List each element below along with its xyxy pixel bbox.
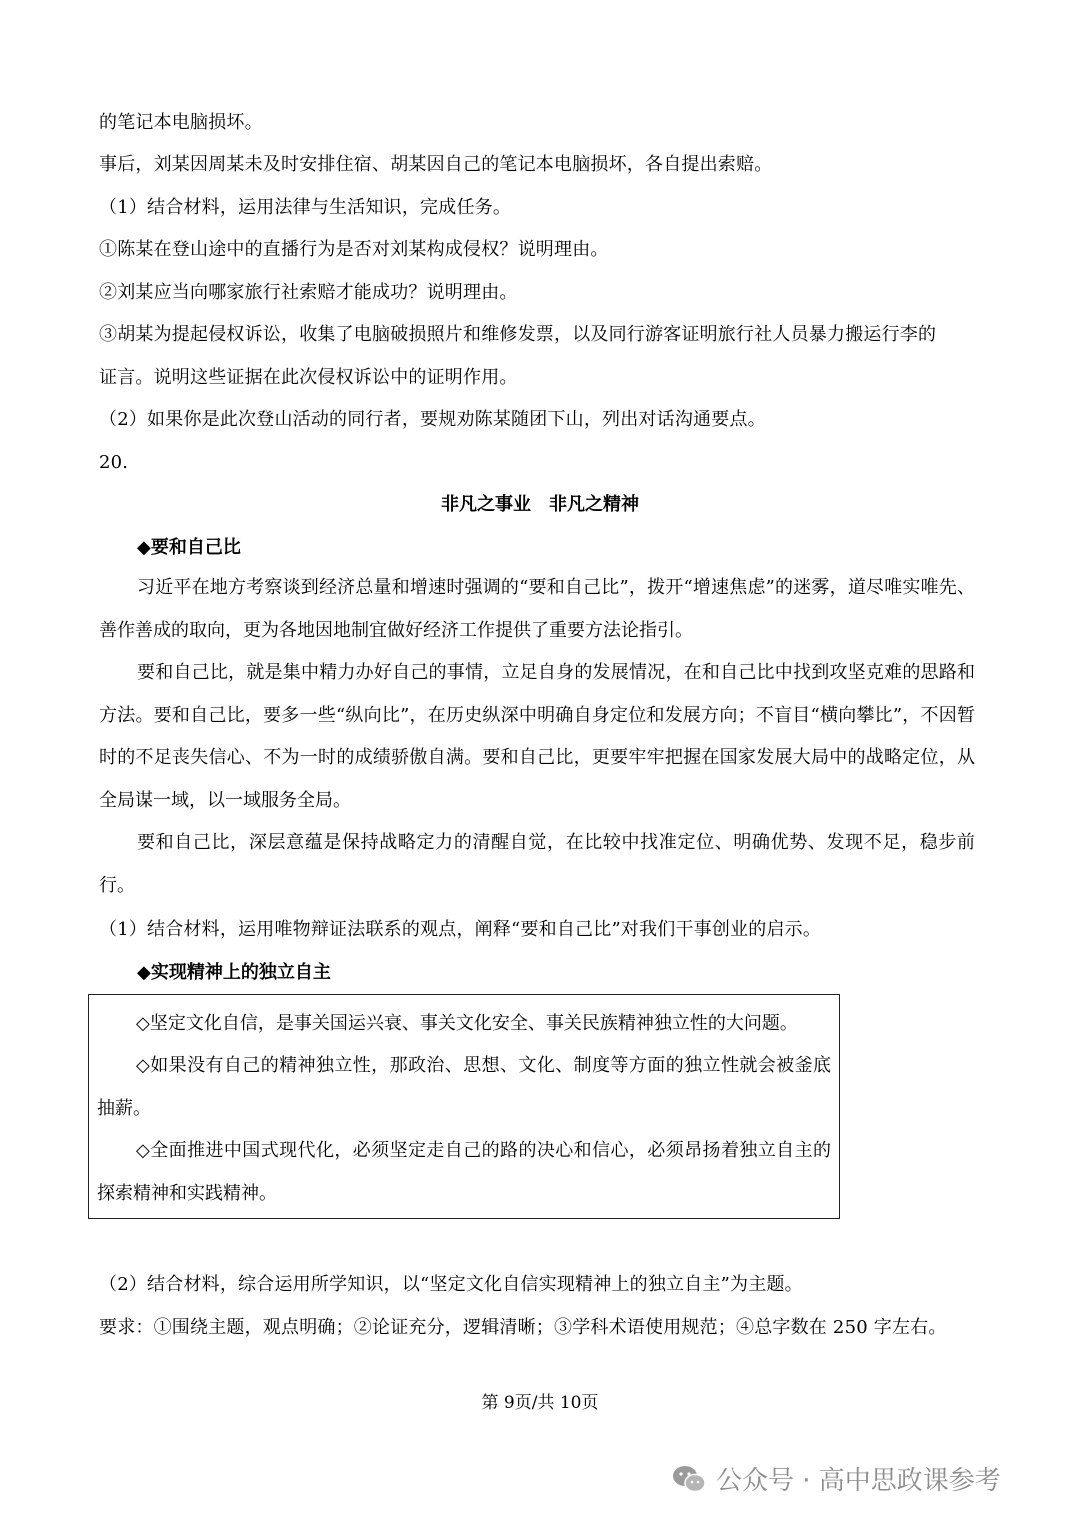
box-item-2: ◇如果没有自己的精神独立性，那政治、思想、文化、制度等方面的独立性就会被釜底抽薪。 xyxy=(97,1055,831,1119)
q19-sub1: ①陈某在登山途中的直播行为是否对刘某构成侵权？说明理由。 xyxy=(99,239,609,260)
q20-requirements: 要求：①围绕主题，观点明确；②论证充分，逻辑清晰；③学科术语使用规范；④总字数在 250 字左右。 xyxy=(99,1317,947,1338)
wechat-icon xyxy=(672,1464,706,1494)
q19-line1: 的笔记本电脑损坏。 xyxy=(99,112,263,133)
section2-heading: ◆实现精神上的独立自主 xyxy=(137,962,331,983)
q20-number: 20. xyxy=(99,452,129,473)
watermark xyxy=(672,1460,1001,1497)
section1-heading: ◆要和自己比 xyxy=(137,537,241,558)
box-item-3: ◇全面推进中国式现代化，必须坚定走自己的路的决心和信心，必须昂扬着独立自主的探索精神和实践精神。 xyxy=(97,1140,831,1204)
q19-task2: （2）如果你是此次登山活动的同行者，要规劝陈某随团下山，列出对话沟通要点。 xyxy=(99,409,766,430)
q20-title: 非凡之事业 非凡之精神 xyxy=(441,494,639,515)
q20-paragraph-2: 要和自己比，就是集中精力办好自己的事情，立足自身的发展情况，在和自己比中找到攻坚克难的思路和方法。要和自己比，要多一些“纵向比”，在历史纵深中明确自身定位和发展方向；不盲目“横向攀比”，不因暂时的不足丧失信心、不为一时的成绩骄傲自满。要和自己比，更要牢牢把握在国家发展大局中的战略定位，从全局谋一域，以一域服务全局。 xyxy=(99,662,975,811)
box-item-1: ◇坚定文化自信，是事关国运兴衰、事关文化安全、事关民族精神独立性的大问题。 xyxy=(136,1013,798,1034)
q19-sub2: ②刘某应当向哪家旅行社索赔才能成功？说明理由。 xyxy=(99,282,518,303)
q20-task2: （2）结合材料，综合运用所学知识，以“坚定文化自信实现精神上的独立自主”为主题。 xyxy=(99,1274,803,1295)
quote-box xyxy=(88,994,840,1219)
q20-task1: （1）结合材料，运用唯物辩证法联系的观点，阐释“要和自己比”对我们干事创业的启示。 xyxy=(99,919,822,940)
watermark-text: 公众号 · 高中思政课参考 xyxy=(716,1466,1001,1496)
q19-sub3-line1: ③胡某为提起侵权诉讼，收集了电脑破损照片和维修发票，以及同行游客证明旅行社人员暴力搬运行李的 xyxy=(99,324,937,345)
q19-task1: （1）结合材料，运用法律与生活知识，完成任务。 xyxy=(99,197,512,218)
q19-line2: 事后，刘某因周某未及时安排住宿、胡某因自己的笔记本电脑损坏，各自提出索赔。 xyxy=(99,154,773,175)
page-footer: 第 9页/共 10页 xyxy=(481,1393,599,1413)
q19-sub3-line2: 证言。说明这些证据在此次侵权诉讼中的证明作用。 xyxy=(99,367,518,388)
q20-paragraph-3: 要和自己比，深层意蕴是保持战略定力的清醒自觉，在比较中找准定位、明确优势、发现不足，稳步前行。 xyxy=(99,832,975,896)
q20-paragraph-1: 习近平在地方考察谈到经济总量和增速时强调的“要和自己比”，拨开“增速焦虑”的迷雾，道尽唯实唯先、善作善成的取向，更为各地因地制宜做好经济工作提供了重要方法论指引。 xyxy=(99,577,975,641)
